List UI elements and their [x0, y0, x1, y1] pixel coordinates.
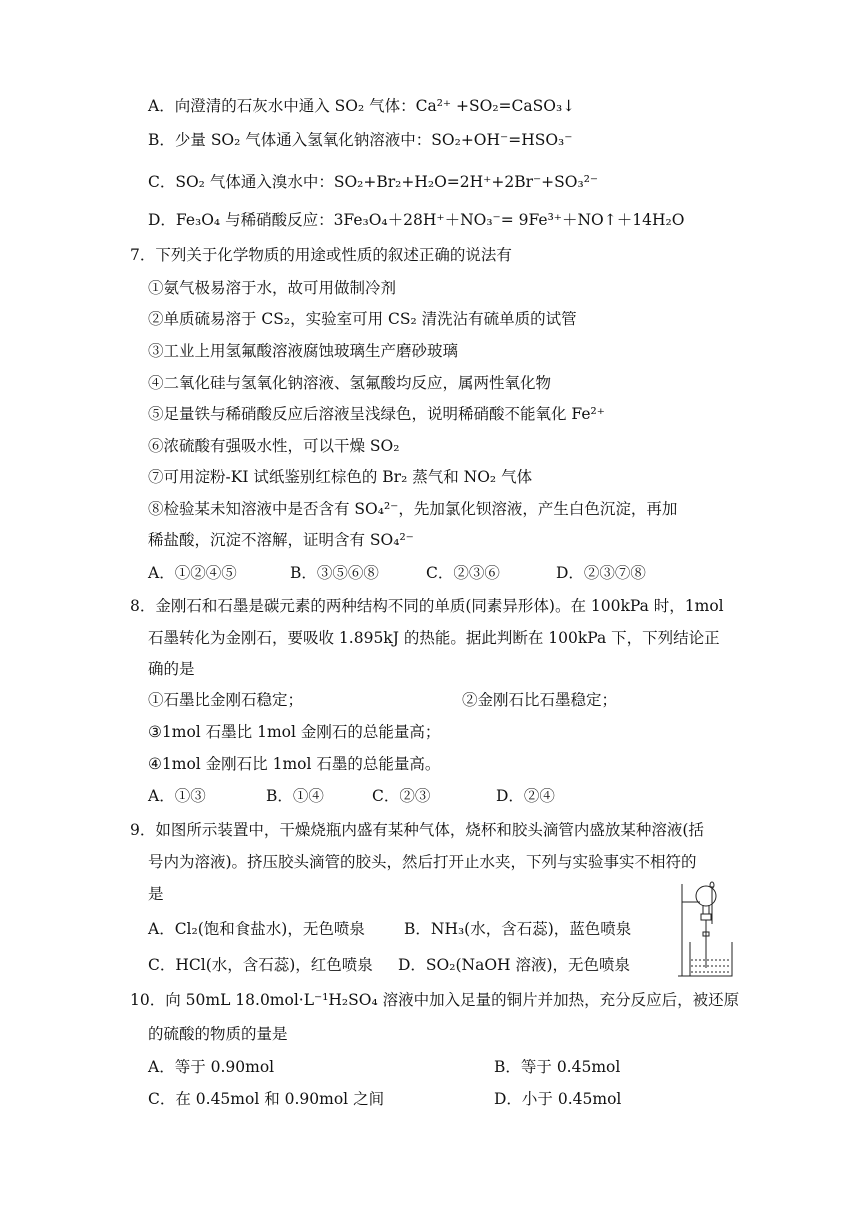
- q7-item: ①氨气极易溶于水，故可用做制冷剂: [148, 279, 397, 297]
- q8-stem: 石墨转化为金刚石，要吸收 1.895kJ 的热能。据此判断在 100kPa 下，下列结论正: [148, 629, 720, 647]
- q7-item: ⑦可用淀粉-KI 试纸鉴别红棕色的 Br₂ 蒸气和 NO₂ 气体: [148, 468, 533, 486]
- q8-option-a: A．①③: [148, 787, 206, 805]
- q8-option-d: D．②④: [496, 787, 555, 805]
- q10-option-b: B．等于 0.45mol: [494, 1058, 621, 1076]
- q7-option-a: A．①②④⑤: [148, 564, 237, 582]
- q7-option-b: B．③⑤⑥⑧: [290, 564, 379, 582]
- q7-option-c: C．②③⑥: [426, 564, 500, 582]
- q8-item: ①石墨比金刚石稳定；: [148, 691, 304, 709]
- q8-stem: 确的是: [148, 660, 195, 678]
- q7-item: ⑤足量铁与稀硝酸反应后溶液呈浅绿色，说明稀硝酸不能氧化 Fe²⁺: [148, 405, 605, 423]
- q9-stem: 号内为溶液)。挤压胶头滴管的胶头，然后打开止水夹，下列与实验事实不相符的: [148, 853, 697, 871]
- q7-item: ③工业上用氢氟酸溶液腐蚀玻璃生产磨砂玻璃: [148, 342, 459, 360]
- q9-option-d: D．SO₂(NaOH 溶液)，无色喷泉: [398, 956, 631, 974]
- q9-option-a: A．Cl₂(饱和食盐水)，无色喷泉: [148, 920, 365, 938]
- q8-item: ②金刚石比石墨稳定；: [462, 691, 618, 709]
- q9-stem: 9．如图所示装置中，干燥烧瓶内盛有某种气体，烧杯和胶头滴管内盛放某种溶液(括: [130, 821, 704, 839]
- q10-option-a: A．等于 0.90mol: [148, 1058, 275, 1076]
- q8-option-c: C．②③: [372, 787, 431, 805]
- q10-option-c: C．在 0.45mol 和 0.90mol 之间: [148, 1090, 385, 1108]
- q10-stem: 10．向 50mL 18.0mol·L⁻¹H₂SO₄ 溶液中加入足量的铜片并加热，充分反应后，被还原: [130, 991, 740, 1009]
- q7-item: ②单质硫易溶于 CS₂，实验室可用 CS₂ 清洗沾有硫单质的试管: [148, 310, 577, 328]
- q10-option-d: D．小于 0.45mol: [494, 1090, 622, 1108]
- q7-item: 稀盐酸，沉淀不溶解，证明含有 SO₄²⁻: [148, 531, 414, 549]
- q6-option-d: D．Fe₃O₄ 与稀硝酸反应：3Fe₃O₄＋28H⁺＋NO₃⁻= 9Fe³⁺＋NO↑＋14H₂O: [148, 211, 685, 229]
- q7-item: ④二氧化硅与氢氧化钠溶液、氢氟酸均反应，属两性氧化物: [148, 374, 552, 392]
- q8-item: ④1mol 金刚石比 1mol 石墨的总能量高。: [148, 755, 441, 773]
- q9-option-c: C．HCl(水，含石蕊)，红色喷泉: [148, 956, 373, 974]
- q8-item: ③1mol 石墨比 1mol 金刚石的总能量高；: [148, 723, 441, 741]
- q7-item: ⑥浓硫酸有强吸水性，可以干燥 SO₂: [148, 437, 400, 455]
- q6-option-a: A．向澄清的石灰水中通入 SO₂ 气体：Ca²⁺ +SO₂=CaSO₃↓: [148, 97, 576, 115]
- q6-option-b: B．少量 SO₂ 气体通入氢氧化钠溶液中：SO₂+OH⁻=HSO₃⁻: [148, 131, 573, 149]
- q8-stem: 8．金刚石和石墨是碳元素的两种结构不同的单质(同素异形体)。在 100kPa 时，1mol: [130, 597, 724, 615]
- q9-option-b: B．NH₃(水，含石蕊)，蓝色喷泉: [404, 920, 632, 938]
- q9-stem: 是: [148, 885, 164, 903]
- q8-option-b: B．①④: [266, 787, 324, 805]
- q7-stem: 7．下列关于化学物质的用途或性质的叙述正确的说法有: [130, 246, 512, 264]
- q7-item: ⑧检验某未知溶液中是否含有 SO₄²⁻，先加氯化钡溶液，产生白色沉淀，再加: [148, 500, 678, 518]
- fountain-apparatus-figure: [674, 880, 748, 978]
- q10-stem: 的硫酸的物质的量是: [148, 1025, 288, 1043]
- q6-option-c: C．SO₂ 气体通入溴水中：SO₂+Br₂+H₂O=2H⁺+2Br⁻+SO₃²⁻: [148, 173, 599, 191]
- q7-option-d: D．②③⑦⑧: [556, 564, 646, 582]
